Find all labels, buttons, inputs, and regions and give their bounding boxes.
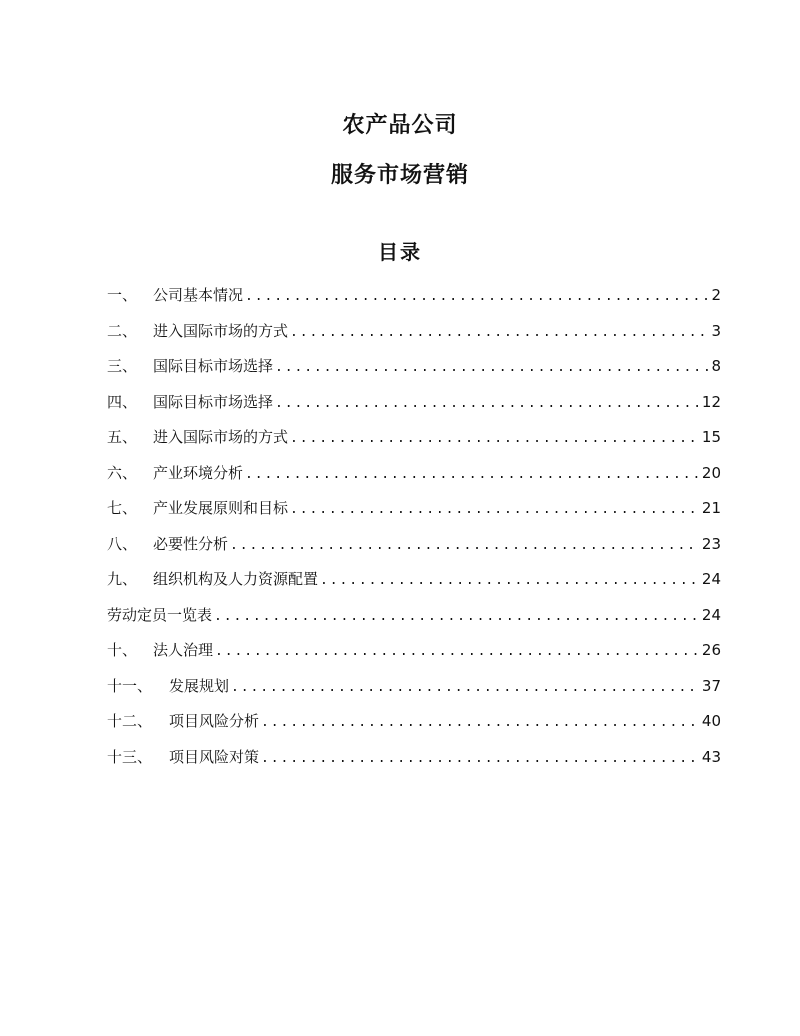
toc-dot-leader [245, 464, 700, 486]
toc-dot-leader [275, 357, 709, 379]
toc-entry-page: 2 [711, 286, 721, 304]
toc-entry-number: 二、 [107, 321, 138, 340]
toc-entry-page: 43 [701, 747, 721, 766]
toc-entry-number: 十二、 [107, 712, 153, 730]
toc-entry-title: 公司基本情况 [153, 286, 244, 304]
toc-dot-leader [261, 748, 700, 770]
toc-entry-number: 十一、 [107, 676, 153, 695]
toc-entry-title: 进入国际市场的方式 [153, 321, 289, 340]
toc-dot-leader [290, 499, 700, 521]
toc-entry-page: 40 [701, 712, 721, 730]
toc-entry-title: 组织机构及人力资源配置 [153, 570, 319, 588]
toc-entry-page: 12 [701, 392, 721, 411]
toc-entry-title: 项目风险对策 [169, 747, 260, 766]
toc-entry-title: 进入国际市场的方式 [153, 428, 289, 446]
toc-entry-title: 劳动定员一览表 [107, 605, 213, 624]
toc-entry[interactable] [107, 320, 721, 356]
toc-entry-number: 四、 [107, 392, 138, 411]
toc-entry[interactable] [107, 355, 721, 391]
toc-entry-number: 九、 [107, 570, 138, 588]
toc-entry-page: 8 [711, 357, 721, 375]
toc-entry[interactable] [107, 497, 721, 533]
document-title-line2: 服务市场营销 [330, 162, 469, 188]
toc-entry[interactable] [107, 746, 721, 782]
toc-entry-number: 三、 [107, 357, 138, 375]
toc-entry-number: 八、 [107, 534, 138, 553]
toc-entry[interactable] [107, 604, 721, 640]
toc-dot-leader [245, 286, 709, 308]
toc-entry-number: 一、 [107, 286, 138, 304]
toc-entry-page: 24 [701, 605, 721, 624]
toc-entry-title: 必要性分析 [153, 534, 229, 553]
toc-entry-page: 23 [701, 534, 721, 553]
toc-entry-title: 国际目标市场选择 [153, 392, 274, 411]
toc-dot-leader [215, 641, 700, 663]
toc-heading: 目录 [378, 240, 422, 264]
toc-entry-page: 3 [711, 321, 721, 340]
toc-entry-title: 发展规划 [169, 676, 230, 695]
toc-entry-number: 十三、 [107, 747, 153, 766]
toc-entry-title: 法人治理 [153, 641, 214, 659]
toc-dot-leader [231, 677, 700, 699]
toc-entry[interactable] [107, 391, 721, 427]
toc-entry-number: 七、 [107, 499, 138, 517]
toc-entry-page: 15 [701, 428, 721, 446]
toc-entry[interactable] [107, 533, 721, 569]
toc-dot-leader [275, 393, 700, 415]
toc-entry[interactable] [107, 568, 721, 604]
toc-entry[interactable] [107, 675, 721, 711]
toc-entry-title: 产业发展原则和目标 [153, 499, 289, 517]
table-of-contents [107, 284, 721, 781]
toc-dot-leader [261, 712, 700, 734]
toc-entry[interactable] [107, 284, 721, 320]
toc-entry[interactable] [107, 710, 721, 746]
toc-entry-page: 24 [701, 570, 721, 588]
toc-entry-title: 项目风险分析 [169, 712, 260, 730]
toc-dot-leader [320, 570, 700, 592]
toc-entry-title: 产业环境分析 [153, 463, 244, 482]
toc-entry-page: 20 [701, 463, 721, 482]
toc-entry-page: 26 [701, 641, 721, 659]
toc-entry[interactable] [107, 639, 721, 675]
toc-entry-page: 37 [701, 676, 721, 695]
toc-entry[interactable] [107, 462, 721, 498]
toc-dot-leader [290, 428, 700, 450]
toc-dot-leader [290, 322, 709, 344]
document-title-line1: 农产品公司 [342, 112, 458, 138]
toc-entry[interactable] [107, 426, 721, 462]
toc-dot-leader [230, 535, 700, 557]
toc-entry-title: 国际目标市场选择 [153, 357, 274, 375]
toc-entry-number: 十、 [107, 641, 138, 659]
toc-entry-page: 21 [701, 499, 721, 517]
toc-entry-number: 五、 [107, 428, 138, 446]
toc-entry-number: 六、 [107, 463, 138, 482]
toc-dot-leader [214, 606, 700, 628]
